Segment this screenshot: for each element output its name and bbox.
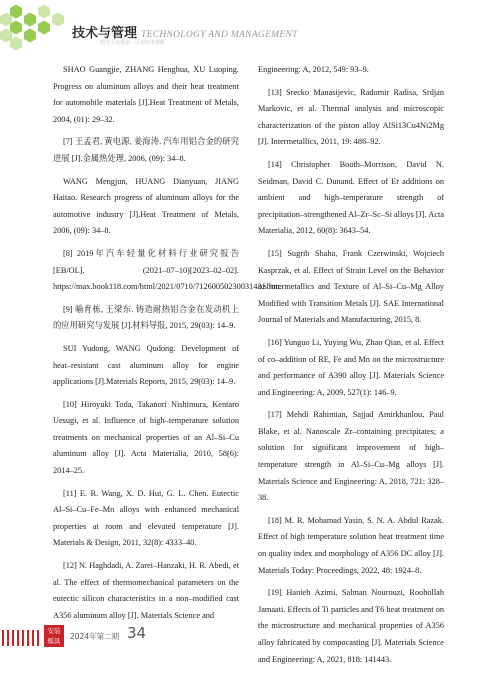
reference-entry: [15] Sugrib Shaha, Frank Czerwinski, Wojciech Kasprzak, et al. Effect of Strain Level on the Behavior of Intermetallics and Texture of Al–Si–Cu–Mg Alloy Modified with Transition Metals [J]. SAE International Journal of Materials and Manufacturing, 2015, 8. [258, 248, 444, 325]
header-title-en: TECHNOLOGY AND MANAGEMENT [141, 30, 298, 40]
reference-entry: [10] Hiroyuki Toda, Takanori Nishimura, Kentaro Uesugi, et al. Influence of high–temperature solution treatments on mechanical properties of an Al–Si–Cu aluminum alloy [J]. Acta Materialia, 2010, 58(6): 2014–25. [53, 399, 239, 476]
header-title-cn: 技术与管理 [72, 26, 138, 41]
journal-tag [44, 625, 64, 647]
reference-entry: [8] 2019年汽车轻量化材料行业研究报告 [EB/OL]. (2021–07–10)[2023–02–02]. https://max.book118.com/html/2021/0710/7126005023003143.shtm. [53, 248, 282, 292]
reference-entry: SUI Yudong, WANG Qudong. Development of heat–resistant cast aluminum alloy for engine applications [J].Materials Reports, 2015, 29(03): 14–9. [53, 343, 239, 387]
journal-tag-line2: 模具 [47, 637, 61, 645]
reference-entry: [13] Srecko Manasijevic, Radomir Radisa, Srdjan Markovic, et al. Thermal analysis and microscopic characterization of the piston alloy AlSi13Cu4Ni2Mg [J]. Intermetallics, 2011, 19: 486–92. [258, 87, 444, 147]
reference-entry: [18] M. R. Mohamad Yasin, S. N. A. Abdul Razak. Effect of high temperature solution heat treatment time on quality index and morphology of A356 DC alloy [J]. Materials Today: Proceedings, 2022, 48: 1924–8. [258, 515, 444, 575]
header-hexagon-decoration [0, 0, 70, 70]
reference-entry: SHAO Guangjie, ZHANG Henghua, XU Luoping. Progress on aluminum alloys and their heat treatment for automobile materials [J].Heat Treatment of Metals, 2004, (01): 29–32. [53, 65, 239, 124]
reference-entry: [19] Hanieh Azimi, Salman Nourouzi, Roohollah Jamaati. Effects of Ti particles and T6 heat treatment on the microstructure and mechanical properties of A356 alloy fabricated by compocasting [J]. Materials Science and Engineering: A, 2021, 818: 141443. [258, 588, 444, 664]
reference-entry: [17] Mehdi Rahimian, Sajjad Amirkhanlou, Paul Blake, et al. Nanoscale Zr–containing precipitates; a solution for significant improvement of high–temperature strength in Al–Si–Cu–Mg alloys [J]. Materials Science and Engineering: A, 2018, 721: 328–38. [258, 410, 444, 503]
left-column [53, 62, 282, 630]
footer-stripe-decoration [0, 630, 40, 646]
reference-entry: WANG Mengjun, HUANG Dianyuan, JIANG Haitao. Research progress of aluminum alloys for the automotive industry [J].Heat Treatment of Metals, 2006, (09): 34–8. [53, 176, 239, 236]
issue-label: 2024年第二期 [70, 632, 120, 641]
reference-entry: [7] 王孟君, 黄电源, 姜海涛. 汽车用铝合金的研究进展 [J].金属热处理, 2006, (09): 34–8. [53, 137, 239, 163]
reference-entry: [16] Yunguo Li, Yuying Wu, Zhao Qian, et al. Effect of co–addition of RE, Fe and Mn on the microstructure and performance of A390 alloy [J]. Materials Science and Engineering: A, 2009, 527(1): 146–9. [258, 337, 444, 397]
header-tagline: 助力工业发展 · 引领技术创新 [100, 40, 165, 46]
reference-entry: Engineering: A, 2012, 549: 93–9. [258, 65, 369, 74]
reference-entry: [11] E. R. Wang, X. D. Hui, G. L. Chen. Eutectic Al–Si–Cu–Fe–Mn alloys with enhanced mechanical properties at room and elevated temperature [J]. Materials & Design, 2011, 32(8): 4333–40. [53, 488, 239, 548]
reference-entry: [12] N. Haghdadi, A. Zarei–Hanzaki, H. R. Abedi, et al. The effect of thermomechanical parameters on the eutectic silicon characteristics in a non–modified cast A356 aluminum alloy [J]. Materials Science and [53, 561, 239, 620]
right-column [258, 62, 444, 674]
reference-entry: [14] Christopher Booth–Morrison, David N. Seidman, David C. Dunand. Effect of Er additions on ambient and high–temperature strength of precipitation–strengthened Al–Zr–Sc–Si alloys [J]. Acta Materialia, 2012, 60(8): 3643–54. [258, 159, 444, 236]
page-number: 34 [127, 624, 147, 642]
reference-entry: [9] 喻育栋, 王梁东. 铸造耐热铝合金在发动机上的应用研究与发展 [J].材料导报, 2015, 29(03): 14–9. [53, 304, 239, 331]
journal-tag-line1: 安装 [47, 627, 61, 635]
